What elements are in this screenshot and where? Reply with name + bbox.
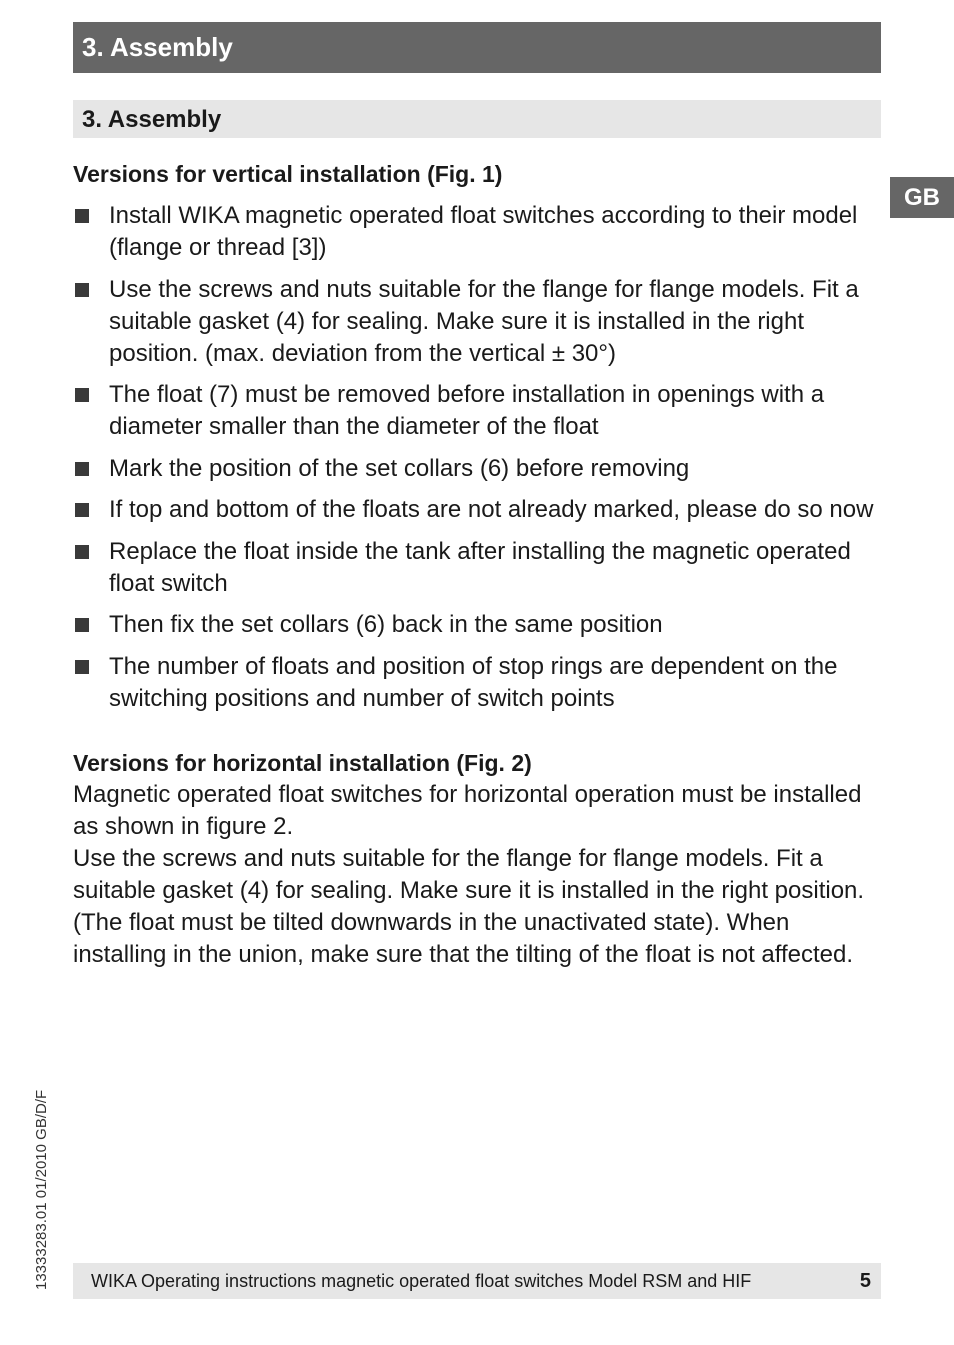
main-content bbox=[73, 158, 881, 971]
horizontal-installation-heading: Versions for horizontal installation (Fig. 2) bbox=[73, 749, 532, 776]
vertical-installation-list bbox=[73, 200, 881, 715]
square-bullet-icon bbox=[75, 462, 89, 476]
square-bullet-icon bbox=[75, 209, 89, 223]
list-item bbox=[73, 609, 881, 641]
list-item-text: Then fix the set collars (6) back in the same position bbox=[109, 611, 663, 638]
list-item bbox=[73, 200, 881, 264]
list-item bbox=[73, 536, 881, 600]
page-footer bbox=[73, 1263, 881, 1299]
list-item bbox=[73, 274, 881, 370]
section-title: 3. Assembly bbox=[73, 100, 881, 138]
list-item-text: Replace the float inside the tank after installing the magnetic operated float switch bbox=[109, 537, 851, 597]
horizontal-paragraph-1: Magnetic operated float switches for horizontal operation must be installed as shown in figure 2. bbox=[73, 780, 862, 840]
list-item bbox=[73, 494, 881, 526]
square-bullet-icon bbox=[75, 503, 89, 517]
square-bullet-icon bbox=[75, 283, 89, 297]
language-tab: GB bbox=[890, 177, 954, 218]
square-bullet-icon bbox=[75, 388, 89, 402]
list-item-text: Install WIKA magnetic operated float switches according to their model (flange or thread [3]) bbox=[109, 202, 858, 261]
list-item bbox=[73, 453, 881, 485]
square-bullet-icon bbox=[75, 618, 89, 632]
list-item-text: Use the screws and nuts suitable for the flange for flange models. Fit a suitable gasket (4) for sealing. Make sure it is installed in the right position. (max. deviation from the vertical ± 30°) bbox=[109, 275, 859, 367]
page-number: 5 bbox=[859, 1270, 871, 1292]
list-item-text: The number of floats and position of stop rings are dependent on the switching positions and number of switch points bbox=[109, 652, 838, 712]
list-item-text: If top and bottom of the floats are not already marked, please do so now bbox=[109, 496, 874, 523]
list-item bbox=[73, 379, 881, 443]
horizontal-paragraph-2: Use the screws and nuts suitable for the flange for flange models. Fit a suitable gasket (4) for sealing. Make sure it is installed in the right position. (The float must be tilted downwards in the unactivated state). When installing in the union, make sure that the tilting of the float is not affected. bbox=[73, 844, 865, 968]
chapter-title: 3. Assembly bbox=[73, 22, 881, 73]
list-item bbox=[73, 651, 881, 715]
footer-text: WIKA Operating instructions magnetic operated float switches Model RSM and HIF bbox=[91, 1271, 752, 1291]
vertical-installation-heading: Versions for vertical installation (Fig. 1) bbox=[73, 161, 503, 187]
list-item-text: Mark the position of the set collars (6) before removing bbox=[109, 454, 690, 482]
square-bullet-icon bbox=[75, 660, 89, 674]
document-code: 13333283.01 01/2010 GB/D/F bbox=[33, 1089, 50, 1290]
list-item-text: The float (7) must be removed before installation in openings with a diameter smaller than the diameter of the float bbox=[109, 381, 825, 440]
horizontal-installation-section bbox=[73, 747, 881, 971]
square-bullet-icon bbox=[75, 545, 89, 559]
